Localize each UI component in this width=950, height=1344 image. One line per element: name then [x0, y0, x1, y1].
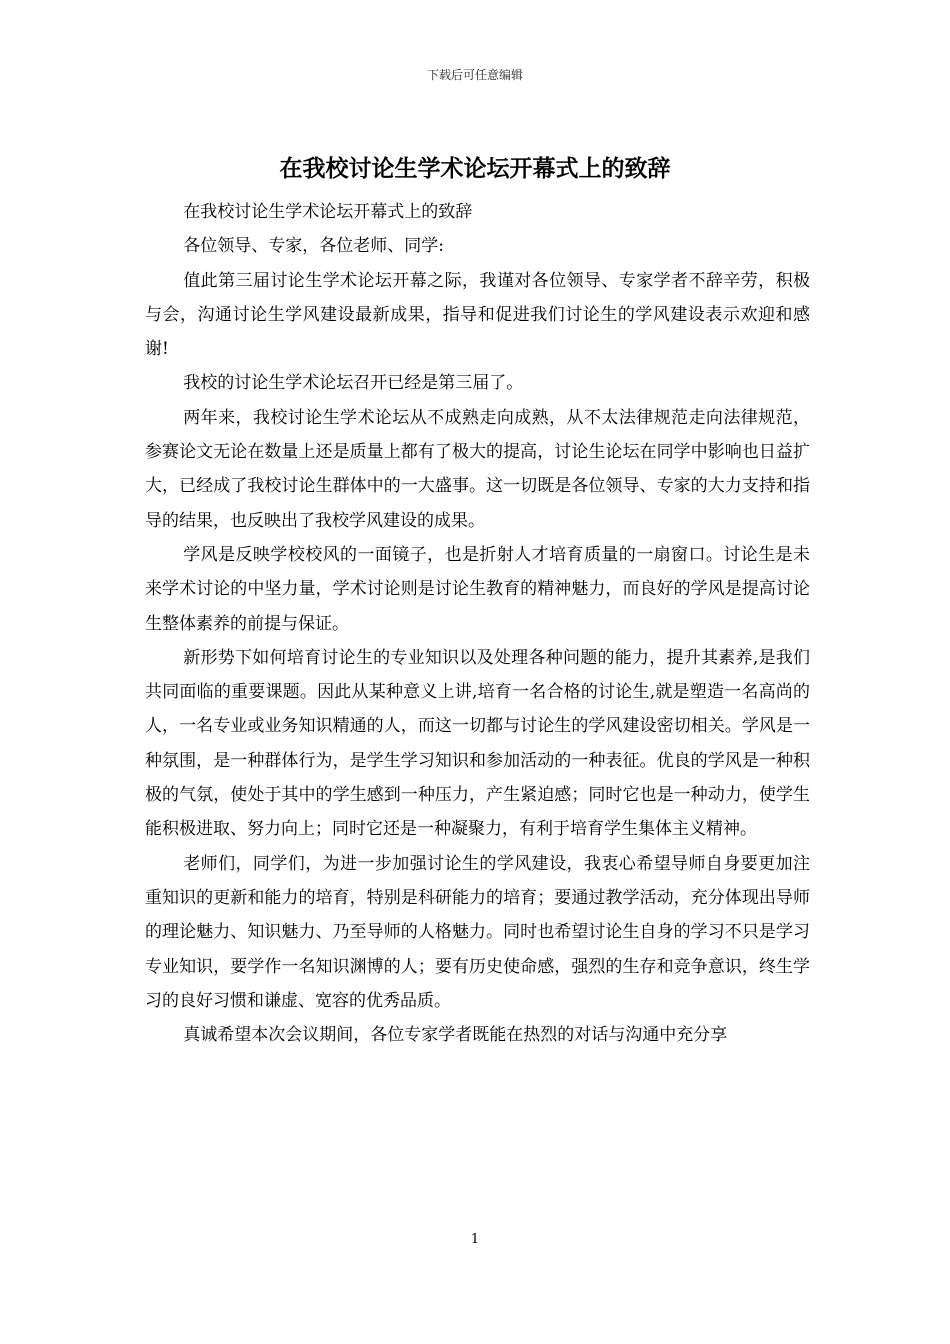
- paragraph: 新形势下如何培育讨论生的专业知识以及处理各种问题的能力，提升其素养,是我们共同面临的重要课题。因此从某种意义上讲,培育一名合格的讨论生,就是塑造一名高尚的人，一名专业或业务知识精通的人，而这一切都与讨论生的学风建设密切相关。学风是一种氛围，是一种群体行为，是学生学习知识和参加活动的一种表征。优良的学风是一种积极的气氛，使处于其中的学生感到一种压力，产生紧迫感；同时它也是一种动力，使学生能积极进取、努力向上；同时它还是一种凝聚力，有利于培育学生集体主义精神。: [145, 647, 810, 840]
- document-title: 在我校讨论生学术论坛开幕式上的致辞: [279, 156, 671, 182]
- paragraph: 真诚希望本次会议期间，各位专家学者既能在热烈的对话与沟通中充分享: [183, 1025, 728, 1046]
- paragraph: 学风是反映学校校风的一面镜子，也是折射人才培育质量的一扇窗口。讨论生是未来学术讨论的中坚力量，学术讨论则是讨论生教育的精神魅力，而良好的学风是提高讨论生整体素养的前提与保证。: [145, 544, 810, 634]
- page-number: 1: [470, 1232, 480, 1247]
- header-note: 下载后可任意编辑: [426, 68, 523, 82]
- paragraph: 各位领导、专家，各位老师、同学:: [183, 236, 444, 257]
- paragraph: 老师们，同学们，为进一步加强讨论生的学风建设，我衷心希望导师自身要更加注重知识的更新和能力的培育，特别是科研能力的培育；要通过教学活动，充分体现出导师的理论魅力、知识魅力、乃至导师的人格魅力。同时也希望讨论生自身的学习不只是学习专业知识，要学作一名知识渊博的人；要有历史使命感，强烈的生存和竞争意识，终生学习的良好习惯和谦虚、宽容的优秀品质。: [145, 853, 810, 1011]
- paragraph: 在我校讨论生学术论坛开幕式上的致辞: [183, 202, 473, 222]
- paragraph: 值此第三届讨论生学术论坛开幕之际，我谨对各位领导、专家学者不辞辛劳，积极与会，沟通讨论生学风建设最新成果，指导和促进我们讨论生的学风建设表示欢迎和感谢!: [145, 270, 810, 360]
- paragraph: 我校的讨论生学术论坛召开已经是第三届了。: [183, 373, 524, 394]
- document-body: [145, 195, 810, 1052]
- paragraph: 两年来，我校讨论生学术论坛从不成熟走向成熟，从不太法律规范走向法律规范，参赛论文无论在数量上还是质量上都有了极大的提高，讨论生论坛在同学中影响也日益扩大，已经成了我校讨论生群体中的一大盛事。这一切既是各位领导、专家的大力支持和指导的结果，也反映出了我校学风建设的成果。: [145, 407, 810, 531]
